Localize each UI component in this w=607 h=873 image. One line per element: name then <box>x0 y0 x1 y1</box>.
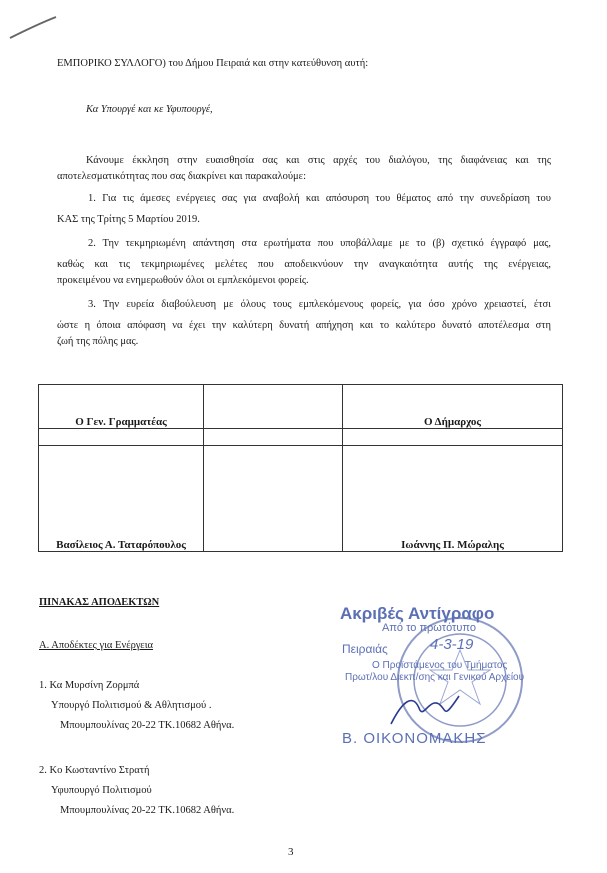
mayor-name: Ιωάννης Π. Μώραλης <box>343 445 563 551</box>
recipients-heading: ΠΙΝΑΚΑΣ ΑΠΟΔΕΚΤΩΝ <box>39 597 160 608</box>
empty-cell <box>204 428 343 445</box>
recipient-1-address: Μπουμπουλίνας 20-22 ΤΚ.10682 Αθήνα. <box>60 720 235 731</box>
recipient-1-role: Υπουργό Πολιτισμού & Αθλητισμού . <box>51 700 212 711</box>
secretary-title: Ο Γεν. Γραμματέας <box>39 385 204 429</box>
stamp-name: Β. ΟΙΚΟΝΟΜΑΚΗΣ <box>342 730 487 747</box>
secretary-name: Βασίλειος Α. Ταταρόπουλος <box>39 445 204 551</box>
stamp-role-1: Ο Προϊστάμενος του Τμήματος <box>372 660 508 671</box>
stamp-role-2: Πρωτ/λου Διεκπ/σης και Γενικού Αρχείου <box>345 672 525 683</box>
recipient-1-name: 1. Κα Μυρσίνη Ζορμπά <box>39 680 140 691</box>
item-1-line-2: ΚΑΣ της Τρίτης 5 Μαρτίου 2019. <box>57 214 200 225</box>
pen-mark <box>8 14 58 40</box>
empty-cell <box>343 428 563 445</box>
recipient-2-name: 2. Κο Κωσταντίνο Στρατή <box>39 765 150 776</box>
stamp-title: Ακριβές Αντίγραφο <box>340 604 495 623</box>
paragraph-1-line-2: αποτελεσματικότητας που σας διακρίνει και παρακαλούμε: <box>57 171 306 182</box>
page-number: 3 <box>288 846 294 858</box>
stamp-place: Πειραιάς <box>342 642 388 656</box>
signature-table <box>38 384 563 552</box>
item-2-line-3: προκειμένου να ενημερωθούν όλοι οι εμπλεκόμενοι φορείς. <box>57 275 309 286</box>
empty-cell <box>204 385 343 429</box>
recipient-2-address: Μπουμπουλίνας 20-22 ΤΚ.10682 Αθήνα. <box>60 805 235 816</box>
stamp-subtitle: Από το πρωτότυπο <box>382 622 476 634</box>
item-1-line-1: 1. Για τις άμεσες ενέργειες σας για αναβολή και απόσυρση του θέματος από την συνεδρίαση του <box>88 193 551 204</box>
stamp-date: 4-3-19 <box>430 636 474 653</box>
item-3-line-2: ώστε η όποια απόφαση να έχει την καλύτερη δυνατή απήχηση και το καλύτερο δυνατό αποτέλεσμα στη <box>57 320 551 331</box>
intro-line: ΕΜΠΟΡΙΚΟ ΣΥΛΛΟΓΟ) του Δήμου Πειραιά και στην κατεύθυνση αυτή: <box>57 58 369 69</box>
mayor-title: Ο Δήμαρχος <box>343 385 563 429</box>
item-2-line-2: καθώς και τις τεκμηριωμένες μελέτες που αποδεικνύουν την αναγκαιότητα αυτής της ενέργειας, <box>57 259 551 270</box>
recipient-2-role: Υφυπουργό Πολιτισμού <box>51 785 152 796</box>
item-2-line-1: 2. Την τεκμηριωμένη απάντηση στα ερωτήματα που υποβάλλαμε με το (β) σχετικό έγγραφό μας, <box>88 238 551 249</box>
handwritten-signature <box>385 690 465 730</box>
paragraph-1-line-1: Κάνουμε έκκληση στην ευαισθησία σας και στις αρχές του διαλόγου, της διαφάνειας και της <box>86 155 551 166</box>
item-3-line-1: 3. Την ευρεία διαβούλευση με όλους τους εμπλεκόμενους φορείς, για όσο χρόνο χρειαστεί, έτσι <box>88 299 551 310</box>
salutation: Κα Υπουργέ και κε Υφυπουργέ, <box>86 104 213 115</box>
recipients-subheading: Α. Αποδέκτες για Ενέργεια <box>39 640 154 651</box>
empty-cell <box>204 445 343 551</box>
item-3-line-3: ζωή της πόλης μας. <box>57 336 139 347</box>
empty-cell <box>39 428 204 445</box>
